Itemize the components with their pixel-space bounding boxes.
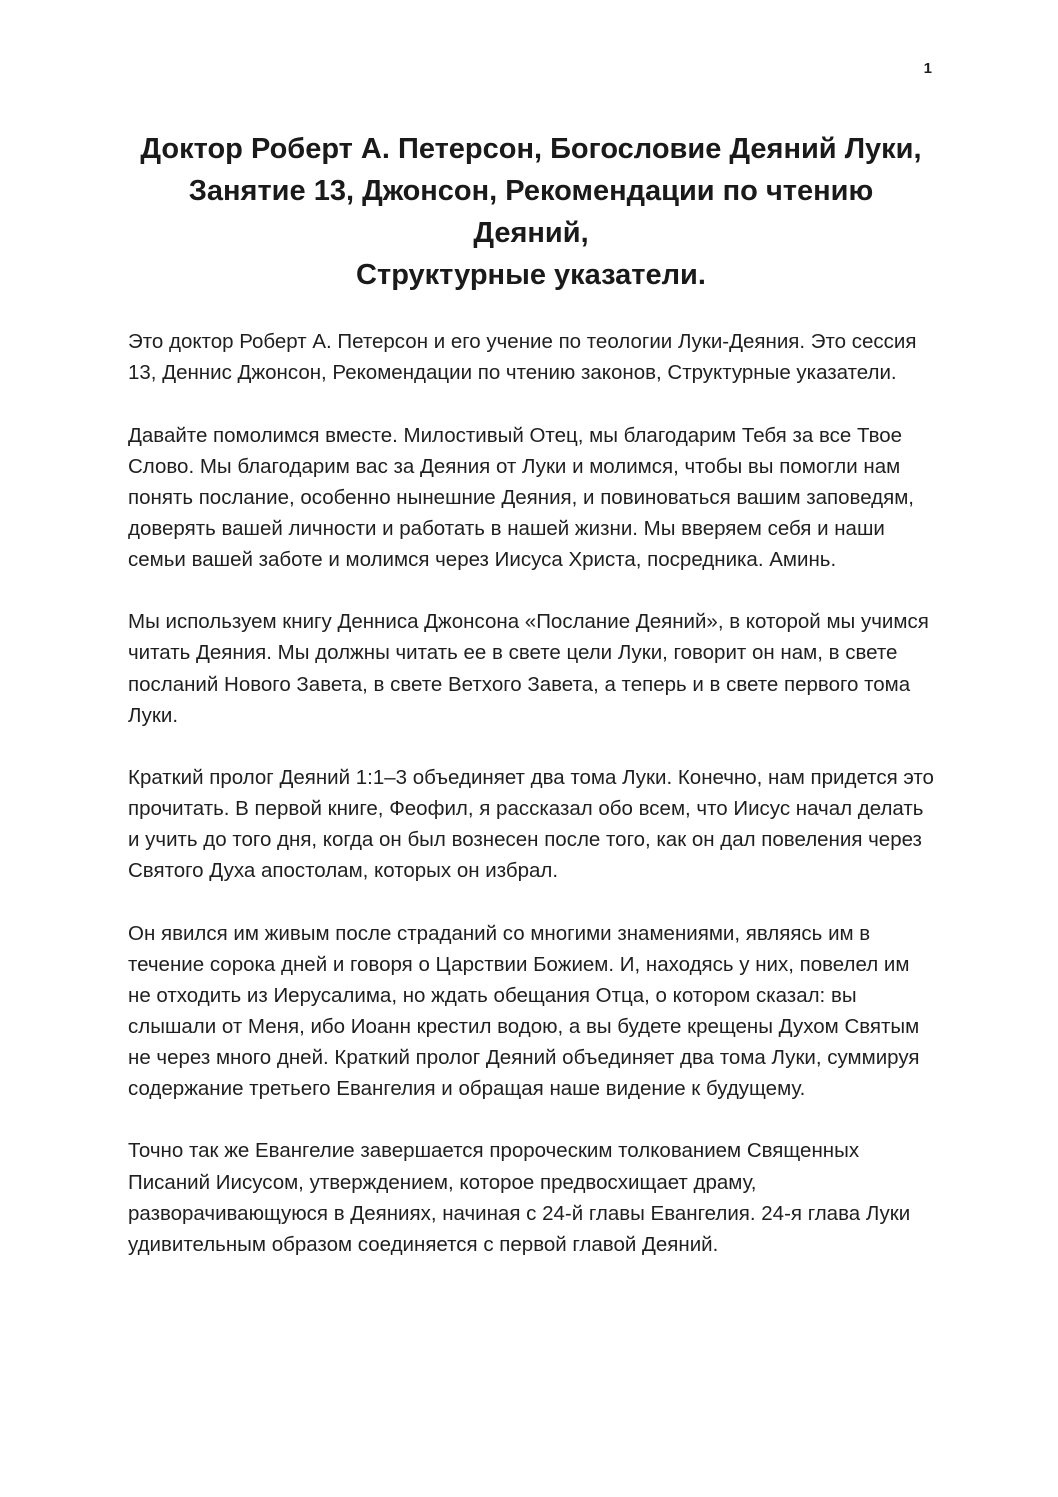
document-body — [128, 326, 934, 1260]
title-line: Занятие 13, Джонсон, Рекомендации по чтению Деяний, — [188, 175, 874, 250]
paragraph: Мы используем книгу Денниса Джонсона «Послание Деяний», в которой мы учимся читать Деяния. Мы должны читать ее в свете цели Луки, говорит он нам, в свете посланий Нового Завета, в свете Ветхого Завета, а теперь и в свете первого тома Луки. — [128, 610, 929, 727]
paragraph: Он явился им живым после страданий со многими знамениями, являясь им в течение сорока дней и говоря о Царствии Божием. И, находясь у них, повелел им не отходить из Иерусалима, но ждать обещания Отца, о котором сказал: вы слышали от Меня, ибо Иоанн крестил водою, а вы будете крещены Духом Святым не через много дней. Краткий пролог Деяний объединяет два тома Луки, суммируя содержание третьего Евангелия и обращая наше видение к будущему. — [128, 921, 920, 1101]
document-content — [128, 128, 934, 1291]
document-title — [128, 128, 934, 296]
title-line: Структурные указатели. — [356, 259, 706, 292]
title-line: Доктор Роберт А. Петерсон, Богословие Деяний Луки, — [140, 133, 922, 165]
paragraph: Краткий пролог Деяний 1:1–3 объединяет два тома Луки. Конечно, нам придется это прочитать. В первой книге, Феофил, я рассказал обо всем, что Иисус начал делать и учить до того дня, когда он был вознесен после того, как он дал повеления через Святого Духа апостолам, которых он избрал. — [128, 765, 934, 883]
paragraph: Это доктор Роберт А. Петерсон и его учение по теологии Луки-Деяния. Это сессия 13, Деннис Джонсон, Рекомендации по чтению законов, Структурные указатели. — [128, 330, 917, 385]
paragraph: Давайте помолимся вместе. Милостивый Отец, мы благодарим Тебя за все Твое Слово. Мы благодарим вас за Деяния от Луки и молимся, чтобы вы помогли нам понять послание, особенно нынешние Деяния, и повиноваться вашим заповедям, доверять вашей личности и работать в нашей жизни. Мы вверяем себя и наши семьи вашей заботе и молимся через Иисуса Христа, посредника. Аминь. — [128, 423, 914, 572]
paragraph: Точно так же Евангелие завершается пророческим толкованием Священных Писаний Иисусом, утверждением, которое предвосхищает драму, разворачивающуюся в Деяниях, начиная с 24-й главы Евангелия. 24-я глава Луки удивительным образом соединяется с первой главой Деяний. — [128, 1139, 911, 1256]
page-number: 1 — [923, 60, 932, 77]
